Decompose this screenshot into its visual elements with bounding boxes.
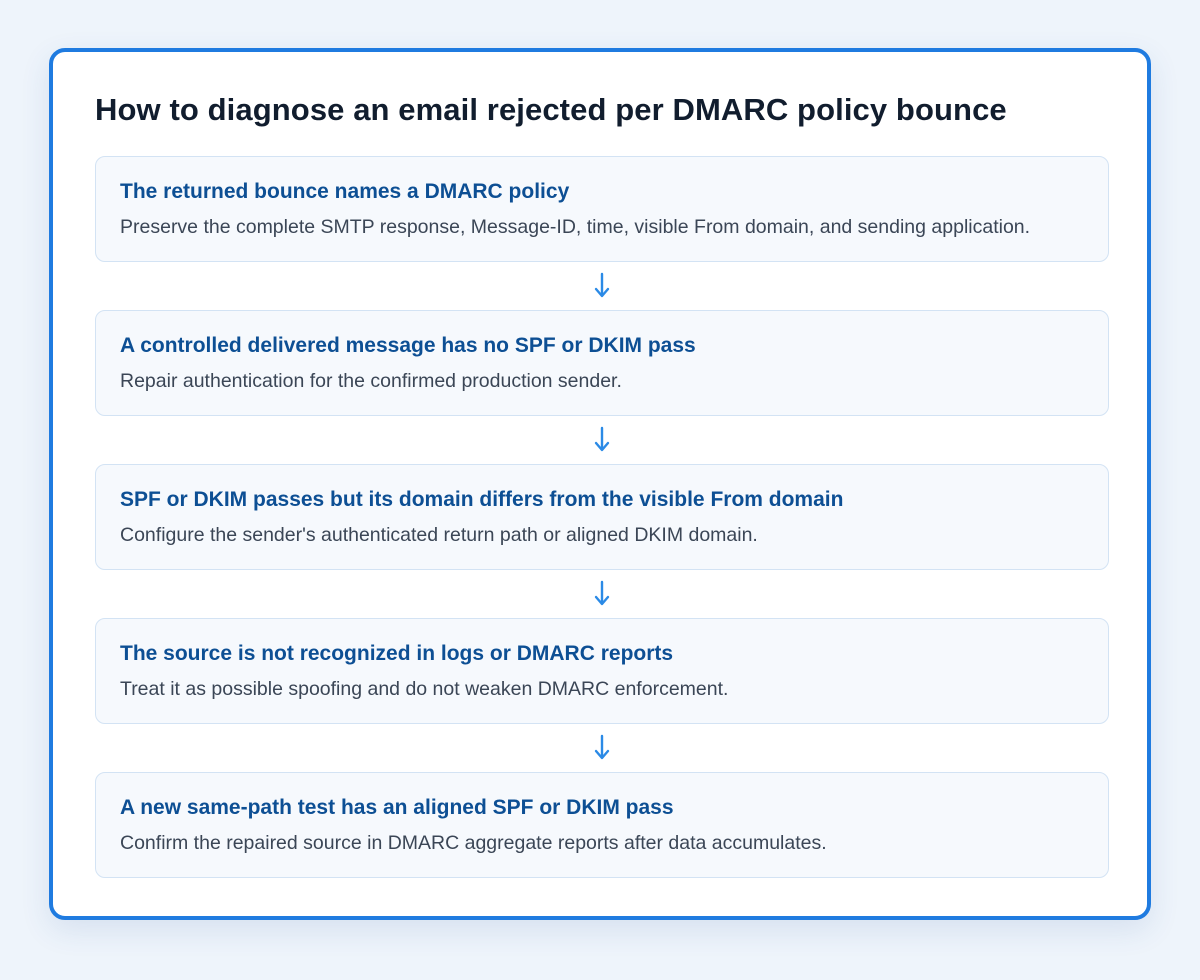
arrow-down-icon	[95, 724, 1109, 772]
page-title: How to diagnose an email rejected per DMARC policy bounce	[95, 92, 1007, 127]
step-box	[95, 310, 1109, 416]
arrow-down-icon	[95, 416, 1109, 464]
flow-steps	[95, 156, 1109, 878]
step-box	[95, 156, 1109, 262]
step-description: Repair authentication for the confirmed production sender.	[120, 370, 622, 392]
step-description: Preserve the complete SMTP response, Message-ID, time, visible From domain, and sending application.	[120, 216, 1031, 238]
step-description: Confirm the repaired source in DMARC aggregate reports after data accumulates.	[120, 832, 827, 854]
arrow-down-icon	[95, 570, 1109, 618]
step-title: The returned bounce names a DMARC policy	[120, 180, 570, 203]
step-description: Treat it as possible spoofing and do not weaken DMARC enforcement.	[120, 678, 729, 700]
diagram-card	[49, 48, 1151, 920]
step-title: A new same-path test has an aligned SPF or DKIM pass	[120, 796, 674, 819]
step-box	[95, 464, 1109, 570]
arrow-down-icon	[95, 262, 1109, 310]
step-title: The source is not recognized in logs or DMARC reports	[120, 642, 674, 665]
step-description: Configure the sender's authenticated return path or aligned DKIM domain.	[120, 524, 758, 546]
step-title: SPF or DKIM passes but its domain differs from the visible From domain	[120, 488, 844, 511]
step-box	[95, 772, 1109, 878]
step-box	[95, 618, 1109, 724]
step-title: A controlled delivered message has no SPF or DKIM pass	[120, 334, 696, 357]
